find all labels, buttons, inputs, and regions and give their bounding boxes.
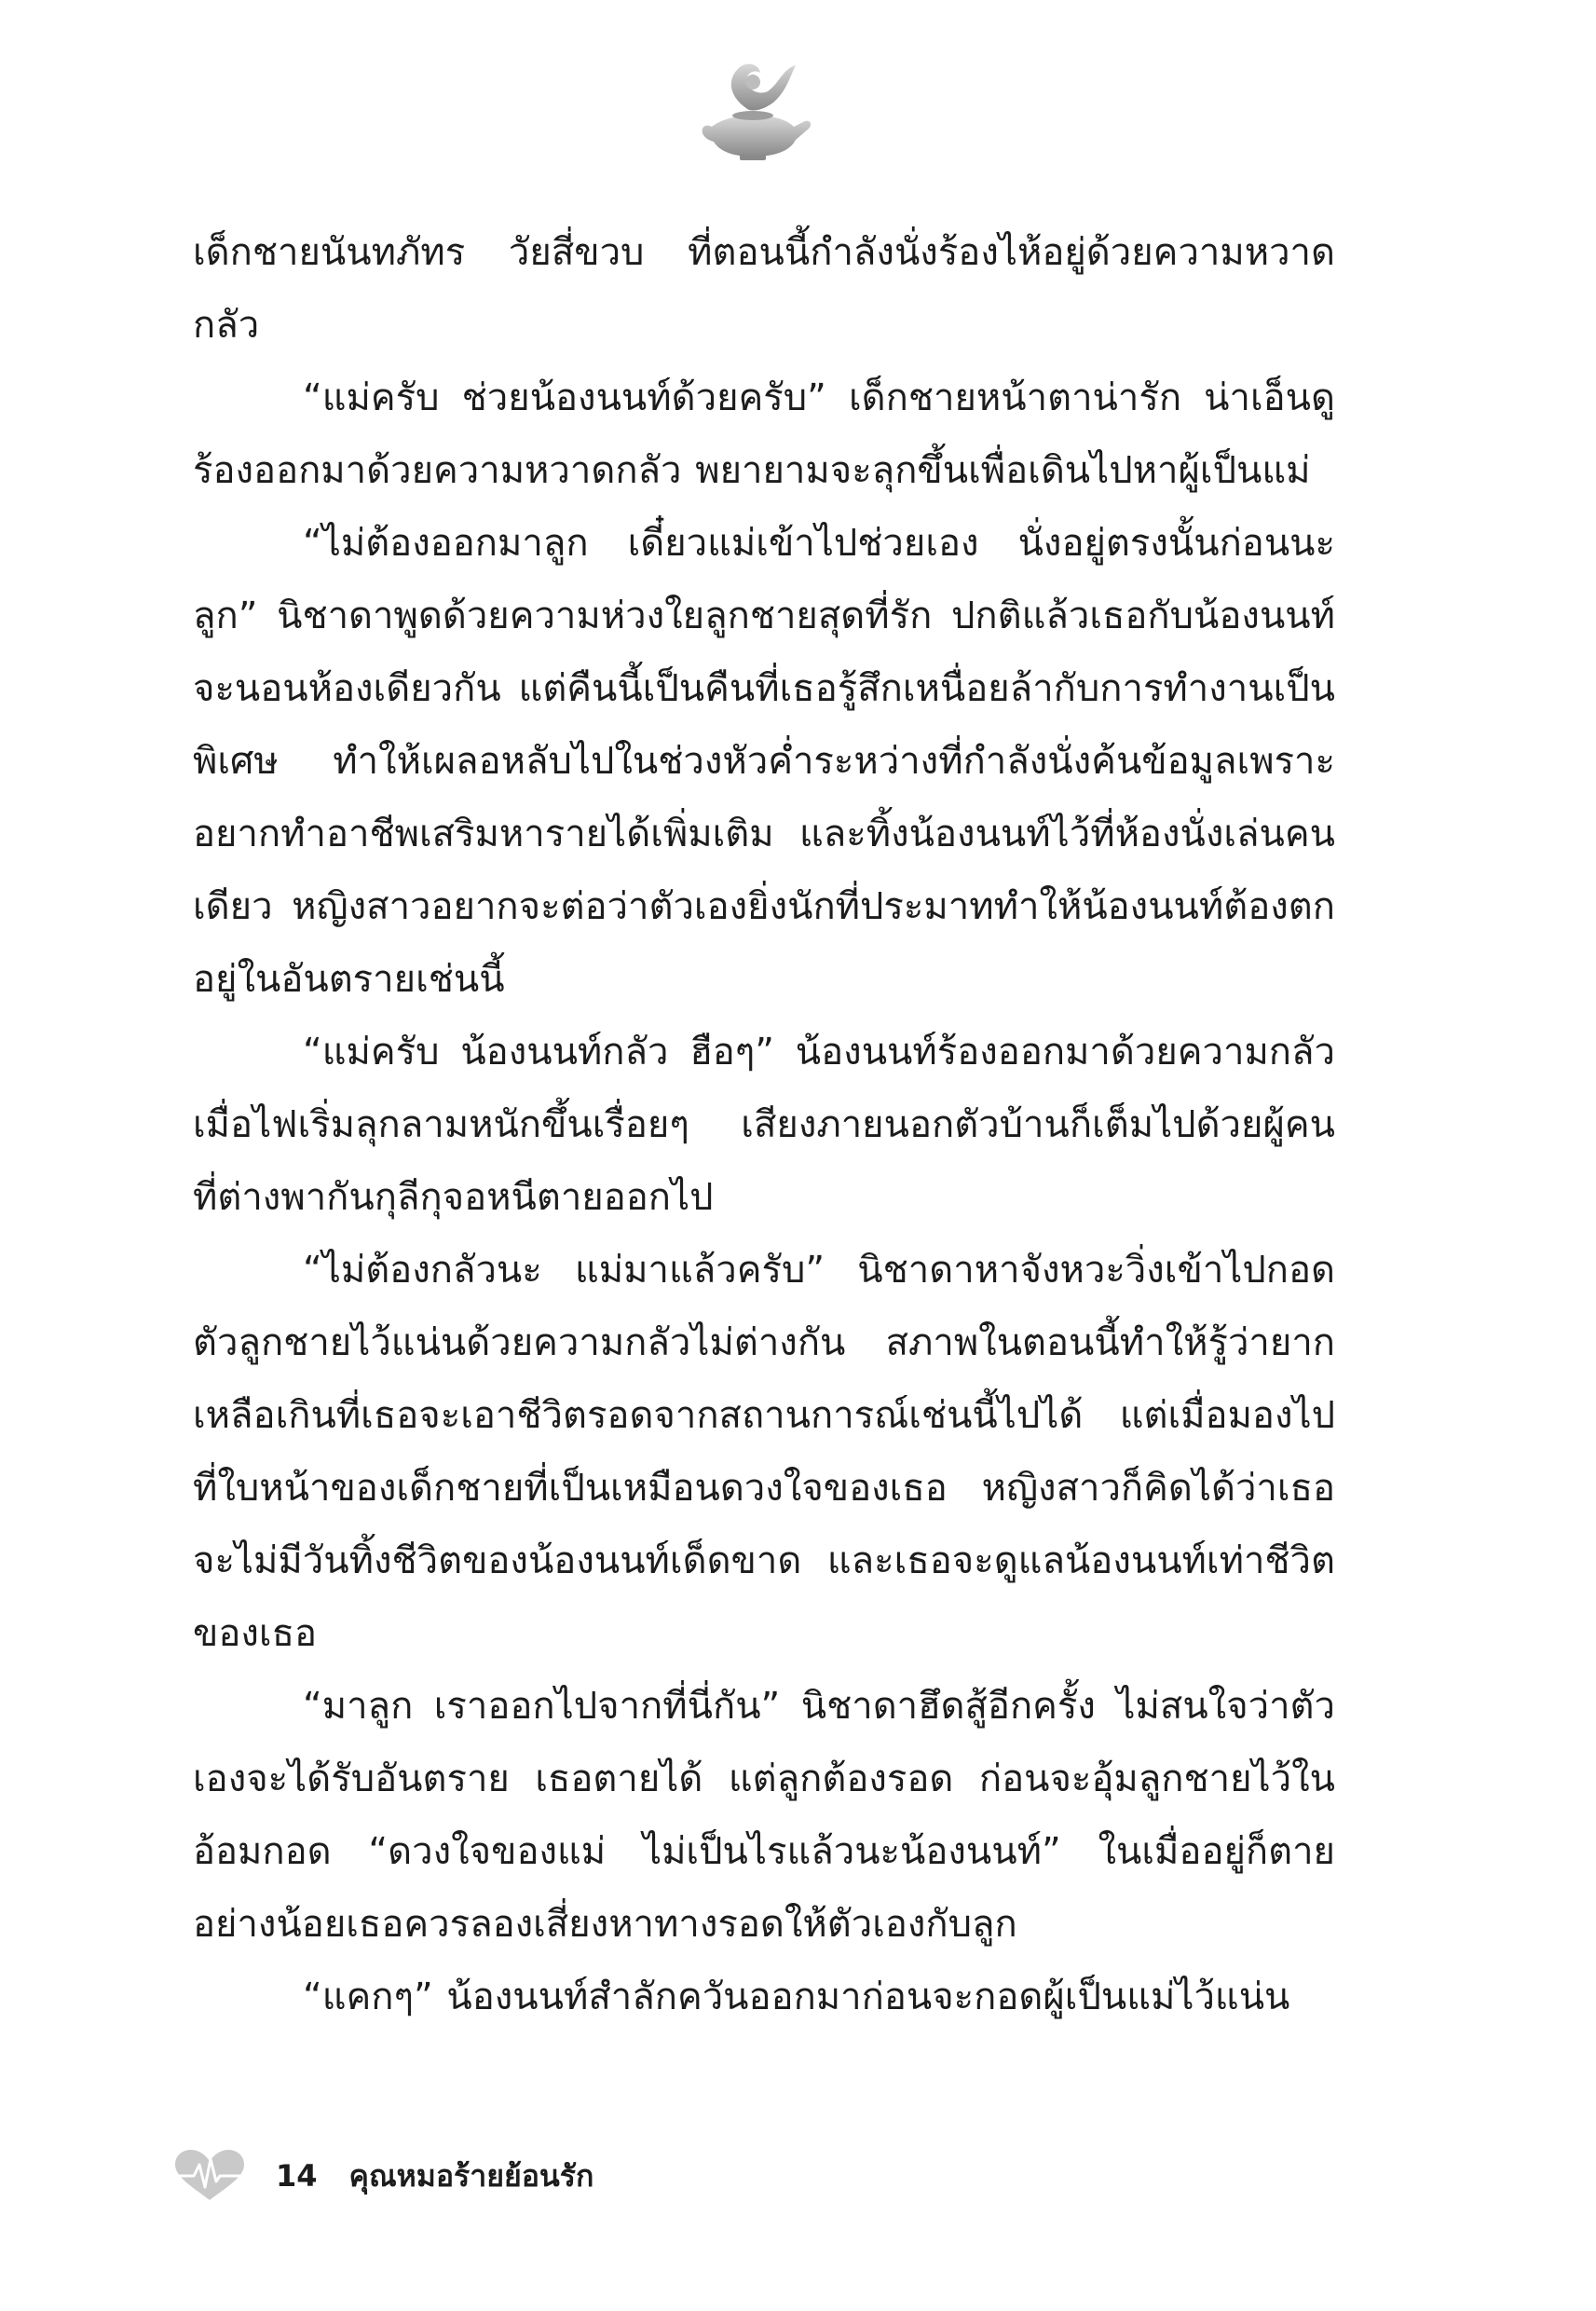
page-number: 14 <box>276 2158 318 2194</box>
genie-lamp-icon <box>693 54 814 166</box>
book-title: คุณหมอร้ายย้อนรัก <box>348 2157 594 2194</box>
paragraph: “ไม่ต้องกลัวนะ แม่มาแล้วครับ” นิชาดาหาจังหวะวิ่งเข้าไปกอดตัวลูกชายไว้แน่นด้วยความกลัวไม่ต่างกัน สภาพในตอนนี้ทำให้รู้ว่ายากเหลือเกินที่เธอจะเอาชีวิตรอดจากสถานการณ์เช่นนี้ไปได้ แต่เมื่อมองไปที่ใบหน้าของเด็กชายที่เป็นเหมือนดวงใจของเธอ หญิงสาวก็คิดได้ว่าเธอจะไม่มีวันทิ้งชีวิตของน้องนนท์เด็ดขาด และเธอจะดูแลน้องนนท์เท่าชีวิตของเธอ <box>193 1249 1335 1655</box>
page-footer <box>168 2143 913 2208</box>
paragraph: เด็กชายนันทภัทร วัยสี่ขวบ ที่ตอนนี้กำลังนั่งร้องไห้อยู่ด้วยความหวาดกลัว <box>193 231 1335 347</box>
paragraph: “แม่ครับ น้องนนท์กลัว ฮือๆ” น้องนนท์ร้องออกมาด้วยความกลัวเมื่อไฟเริ่มลุกลามหนักขึ้นเรื่อยๆ เสียงภายนอกตัวบ้านก็เต็มไปด้วยผู้คน ที่ต่างพากันกุลีกุจอหนีตายออกไป <box>193 1031 1335 1219</box>
paragraph: “แคกๆ” น้องนนท์สำลักควันออกมาก่อนจะกอดผู้เป็นแม่ไว้แน่น <box>303 1976 1290 2018</box>
paragraph: “ไม่ต้องออกมาลูก เดี๋ยวแม่เข้าไปช่วยเอง นั่งอยู่ตรงนั้นก่อนนะลูก” นิชาดาพูดด้วยความห่วงใยลูกชายสุดที่รัก ปกติแล้วเธอกับน้องนนท์จะนอนห้องเดียวกัน แต่คืนนี้เป็นคืนที่เธอรู้สึกเหนื่อยล้ากับการทำงานเป็นพิเศษ ทำให้เผลอหลับไปในช่วงหัวค่ำระหว่างที่กำลังนั่งค้นข้อมูลเพราะอยากทำอาชีพเสริมหารายได้เพิ่มเติม และทิ้งน้องนนท์ไว้ที่ห้องนั่งเล่นคนเดียว หญิงสาวอยากจะต่อว่าตัวเองยิ่งนักที่ประมาททำให้น้องนนท์ต้องตกอยู่ในอันตรายเช่นนี้ <box>193 522 1335 1001</box>
paragraph: “มาลูก เราออกไปจากที่นี่กัน” นิชาดาฮึดสู้อีกครั้ง ไม่สนใจว่าตัวเองจะได้รับอันตราย เธอตายได้ แต่ลูกต้องรอด ก่อนจะอุ้มลูกชายไว้ในอ้อมกอด “ดวงใจของแม่ ไม่เป็นไรแล้วนะน้องนนท์” ในเมื่ออยู่ก็ตาย อย่างน้อยเธอควรลองเสี่ยงหาทางรอดให้ตัวเองกับลูก <box>193 1685 1335 1946</box>
paragraph: “แม่ครับ ช่วยน้องนนท์ด้วยครับ” เด็กชายหน้าตาน่ารัก น่าเอ็นดูร้องออกมาด้วยความหวาดกลัว พยายามจะลุกขึ้นเพื่อเดินไปหาผู้เป็นแม่ <box>193 376 1335 492</box>
heartbeat-heart-icon <box>168 2148 252 2204</box>
page-body <box>193 216 1335 2154</box>
